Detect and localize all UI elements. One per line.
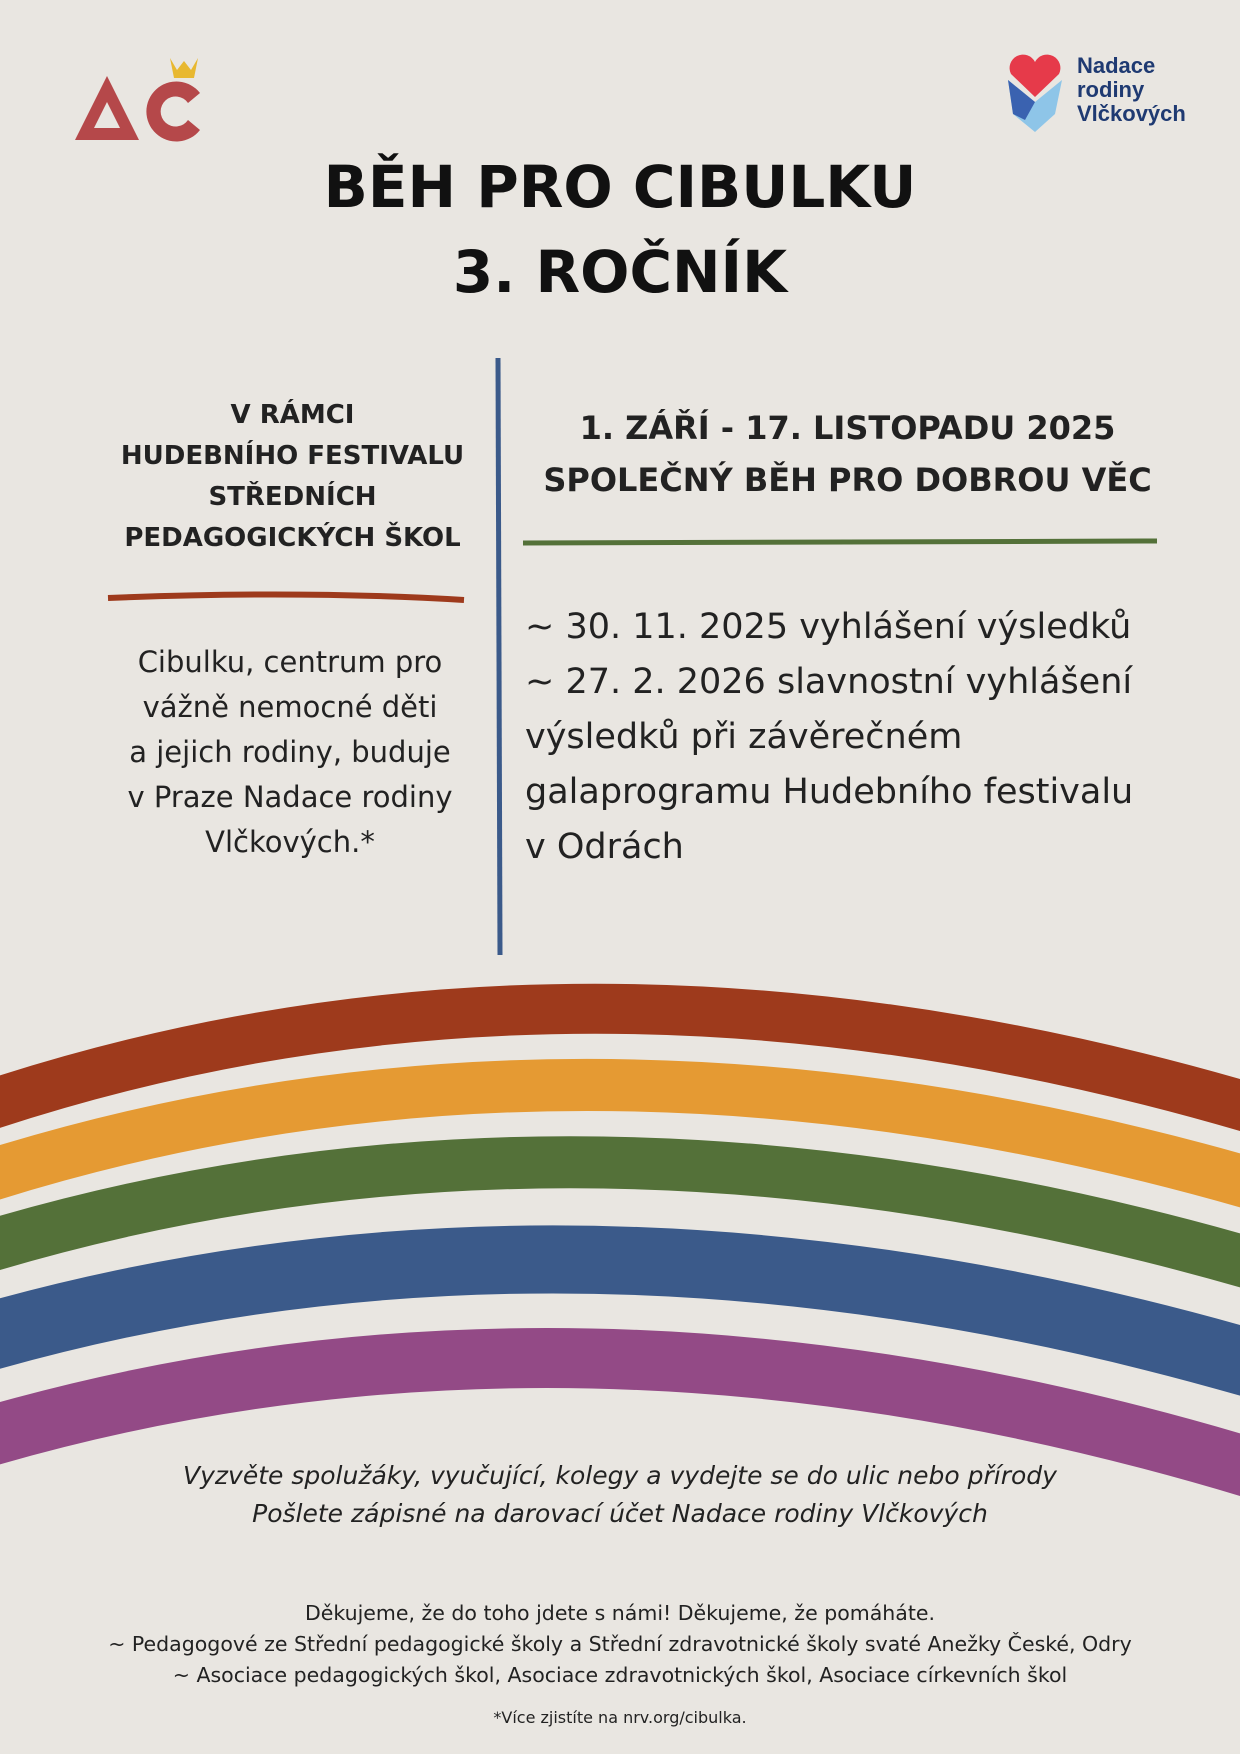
- dates-heading: [515, 402, 1180, 506]
- schedule-line: ~ 27. 2. 2026 slavnostní vyhlášení: [525, 662, 1133, 702]
- description-line: Vlčkových.*: [205, 825, 375, 859]
- cta-line: Pošlete zápisné na darovací účet Nadace rodiny Vlčkových: [252, 1499, 988, 1528]
- schedule-line: v Odrách: [525, 827, 684, 867]
- description-line: Cibulku, centrum pro: [137, 645, 443, 679]
- thanks-block: [0, 1598, 1240, 1691]
- dates-heading-line: 1. ZÁŘÍ - 17. LISTOPADU 2025: [579, 409, 1116, 447]
- schedule-text: [525, 600, 1225, 875]
- schedule-line: galaprogramu Hudebního festivalu: [525, 772, 1134, 812]
- logo-line-1: Nadace: [1077, 53, 1156, 78]
- title-line-1: BĚH PRO CIBULKU: [323, 153, 917, 221]
- ac-logo-icon: [70, 48, 205, 148]
- schedule-line: ~ 30. 11. 2025 vyhlášení výsledků: [525, 607, 1132, 647]
- description-line: a jejich rodiny, buduje: [129, 735, 451, 769]
- festival-heading-line: HUDEBNÍHO FESTIVALU: [120, 441, 465, 471]
- schedule-line: výsledků při závěrečném: [525, 717, 963, 757]
- cta-line: Vyzvěte spolužáky, vyučující, kolegy a vydejte se do ulic nebo přírody: [183, 1461, 1057, 1490]
- logo-line-3: Vlčkových: [1077, 101, 1186, 126]
- vertical-divider: [498, 358, 500, 955]
- description-line: vážně nemocné děti: [142, 690, 438, 724]
- description-line: v Praze Nadace rodiny: [127, 780, 453, 814]
- logo-line-2: rodiny: [1077, 77, 1145, 102]
- festival-heading-line: V RÁMCI: [230, 400, 355, 430]
- festival-heading-line: PEDAGOGICKÝCH ŠKOL: [124, 523, 461, 553]
- dates-heading-line: SPOLEČNÝ BĚH PRO DOBROU VĚC: [543, 461, 1152, 499]
- cibulka-description: [90, 640, 490, 865]
- thanks-line: Děkujeme, že do toho jdete s námi! Děkujeme, že pomáháte.: [304, 1601, 936, 1625]
- left-underline: [108, 594, 464, 600]
- thanks-line: ~ Pedagogové ze Střední pedagogické školy a Střední zdravotnické školy svaté Anežky České, Odry: [108, 1632, 1132, 1656]
- footnote: *Více zjistíte na nrv.org/cibulka.: [493, 1708, 747, 1727]
- call-to-action: [0, 1457, 1240, 1533]
- ac-crown-logo: [70, 48, 205, 148]
- heart-logo-icon: [1005, 52, 1065, 134]
- festival-heading-line: STŘEDNÍCH: [208, 482, 377, 512]
- right-underline: [523, 541, 1157, 543]
- festival-heading: [95, 395, 490, 559]
- title-line-2: 3. ROČNÍK: [452, 238, 788, 306]
- nadace-logo-text: [1077, 54, 1186, 126]
- nadace-logo: [1005, 52, 1220, 137]
- thanks-line: ~ Asociace pedagogických škol, Asociace zdravotnických škol, Asociace církevních škol: [172, 1663, 1068, 1687]
